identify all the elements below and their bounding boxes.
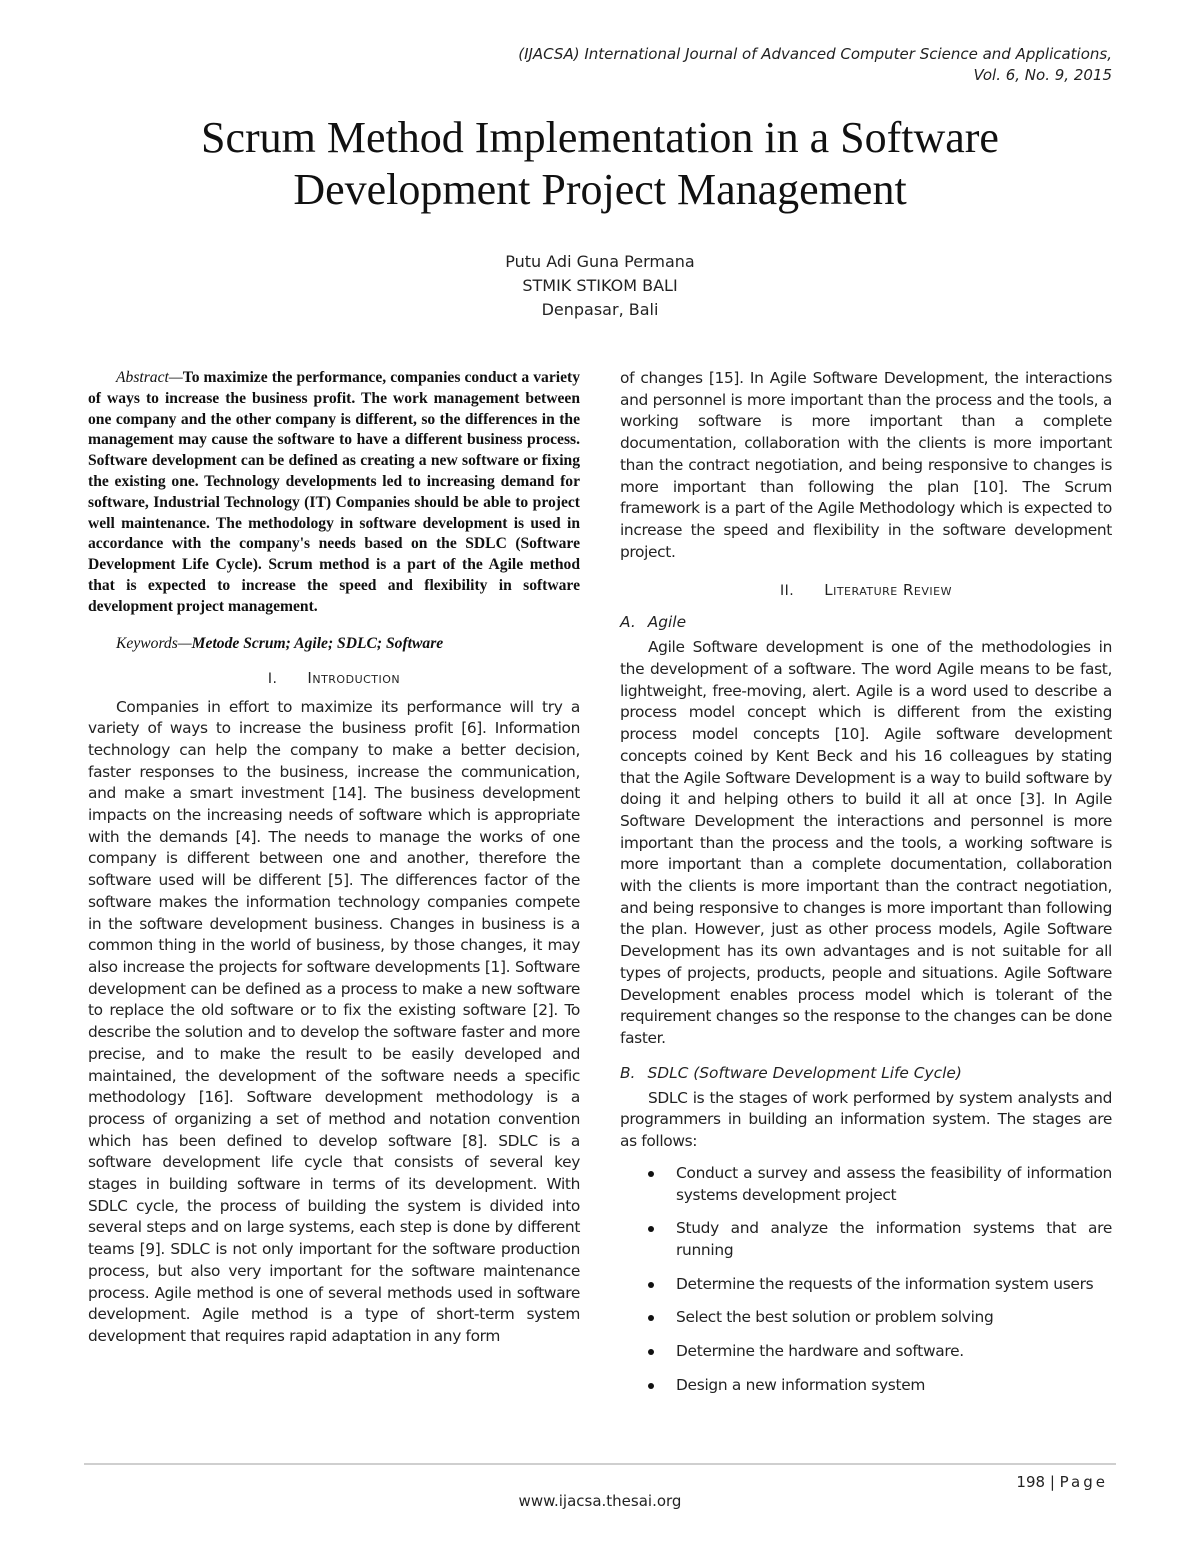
- subsection-letter: B.: [620, 1063, 636, 1082]
- right-column: [620, 368, 1112, 1408]
- introduction-paragraph: Companies in effort to maximize its performance will try a variety of ways to increase the business profit [6]. Information technology can help the company to make a better decision, faster responses to the business, increase the communication, and make a smart investment [14]. The business development impacts on the increasing needs of software which is appropriate with the demands [4]. The needs to manage the works of one company is different between one and another, therefore the software used will be different [5]. The differences factor of the software makes the information technology companies compete in the software development business. Changes in business is a common thing in the world of business, by those changes, it may also increase the projects for software developments [1]. Software development can be defined as a process to make a new software to replace the old software or to fix the existing software [2]. To describe the solution and to develop the software faster and more precise, and to make the result to be easily developed and maintained, the development of the software needs a specific methodology [16]. Software development methodology is a process of organizing a set of method and notation convention which has been defined to develop software [8]. SDLC is a software development life cycle that consists of several key stages in building software in terms of its development. With SDLC cycle, the process of building the system is divided into several steps and on large systems, each step is done by different teams [9]. SDLC is not only important for the software production process, but also very important for the software maintenance process. Agile method is one of several methods used in software development. Agile method is a type of short-term system development that requires rapid adaptation in any form: [88, 697, 580, 1345]
- author-location: Denpasar, Bali: [541, 300, 659, 319]
- bullet-icon: [648, 1226, 654, 1232]
- journal-name: (IJACSA) International Journal of Advanced Computer Science and Applications,: [518, 45, 1112, 63]
- page-number: [1016, 1473, 1108, 1491]
- sdlc-stages-list: [620, 1163, 1112, 1397]
- footer-url: www.ijacsa.thesai.org: [518, 1492, 682, 1510]
- subsection-heading-sdlc: [620, 1064, 1112, 1082]
- list-item: [620, 1341, 1112, 1363]
- journal-header: [412, 44, 1112, 86]
- list-item: [620, 1274, 1112, 1296]
- list-item-text: Study and analyze the information systems that are running: [676, 1219, 1112, 1259]
- subsection-title: SDLC (Software Development Life Cycle): [647, 1063, 962, 1082]
- title-line-2: Development Project Management: [293, 165, 907, 214]
- author-name: Putu Adi Guna Permana: [505, 252, 695, 271]
- bullet-icon: [648, 1383, 654, 1389]
- left-column: [88, 368, 580, 1348]
- author-affiliation: STMIK STIKOM BALI: [522, 276, 678, 295]
- keywords-text: Metode Scrum; Agile; SDLC; Software: [191, 634, 444, 652]
- list-item-text: Conduct a survey and assess the feasibility of information systems development project: [676, 1163, 1112, 1204]
- bullet-icon: [648, 1282, 654, 1288]
- section-number: II.: [780, 583, 795, 600]
- section-title: Introduction: [307, 668, 401, 687]
- list-item: [620, 1163, 1112, 1206]
- list-item: [620, 1218, 1112, 1261]
- page-label: Page: [1059, 1473, 1108, 1491]
- list-item-text: Select the best solution or problem solving: [676, 1308, 994, 1327]
- list-item: [620, 1307, 1112, 1329]
- list-item-text: Determine the requests of the information system users: [676, 1274, 1094, 1293]
- abstract: [88, 368, 580, 618]
- section-heading-introduction: [88, 669, 580, 687]
- journal-volume: Vol. 6, No. 9, 2015: [973, 66, 1112, 84]
- abstract-label: Abstract—: [116, 369, 183, 386]
- keywords-label: Keywords—: [116, 634, 192, 652]
- subsection-letter: A.: [620, 613, 636, 632]
- bullet-icon: [648, 1315, 654, 1321]
- footer-divider: [84, 1463, 1116, 1465]
- section-heading-literature-review: [620, 581, 1112, 599]
- list-item-text: Determine the hardware and software.: [676, 1342, 964, 1361]
- sdlc-paragraph: SDLC is the stages of work performed by system analysts and programmers in building an information system. The stages are as follows:: [620, 1088, 1112, 1151]
- abstract-text: To maximize the performance, companies conduct a variety of ways to increase the business profit. The work management between one company and the other company is different, so the differences in the management may cause the software to have a different business process. Software development can be defined as creating a new software or fixing the existing one. Technology developments led to increasing demand for software, Industrial Technology (IT) Companies should be able to project well maintenance. The methodology in software development is used in accordance with the company's needs based on the SDLC (Software Development Life Cycle). Scrum method is a part of the Agile method that is expected to increase the speed and flexibility in software development project management.: [88, 369, 580, 615]
- page-number-separator: |: [1049, 1473, 1055, 1491]
- title-line-1: Scrum Method Implementation in a Software: [201, 113, 999, 162]
- section-title: Literature Review: [824, 581, 952, 600]
- list-item-text: Design a new information system: [676, 1375, 926, 1394]
- list-item: [620, 1375, 1112, 1397]
- agile-paragraph: Agile Software development is one of the methodologies in the development of a software. The word Agile means to be fast, lightweight, free-moving, alert. Agile is a word used to describe a process model concept which is different from the existing process model concepts [10]. Agile software development concepts coined by Kent Beck and his 16 colleagues by stating that the Agile Software Development is a way to build software by doing it and helping others to build it all at once [3]. In Agile Software Development the interactions and personnel is more important than the process and the tools, a working software is more important than a complete documentation, collaboration with the clients is more important than the contract negotiation, and being responsive to changes is more important than following the plan. However, just as other process models, Agile Software Development has its own advantages and is not suitable for all types of projects, products, people and situations. Agile Software Development enables process model which is tolerant of the requirement changes so the response to the changes can be done faster.: [620, 638, 1112, 1047]
- author-block: [300, 250, 900, 322]
- subsection-heading-agile: [620, 613, 1112, 631]
- keywords: [88, 633, 580, 655]
- bullet-icon: [648, 1171, 654, 1177]
- introduction-paragraph-continued: of changes [15]. In Agile Software Development, the interactions and personnel is more important than the process and the tools, a working software is more important than a complete documentation, collaboration with the clients is more important than the contract negotiation, and being responsive to changes is more important than following the plan [10]. The Scrum framework is a part of the Agile Methodology which is expected to increase the speed and flexibility in the software development project.: [620, 369, 1112, 561]
- section-number: I.: [267, 670, 278, 687]
- paper-title: [100, 112, 1100, 216]
- bullet-icon: [648, 1349, 654, 1355]
- page-number-value: 198: [1016, 1473, 1046, 1491]
- subsection-title: Agile: [647, 613, 687, 632]
